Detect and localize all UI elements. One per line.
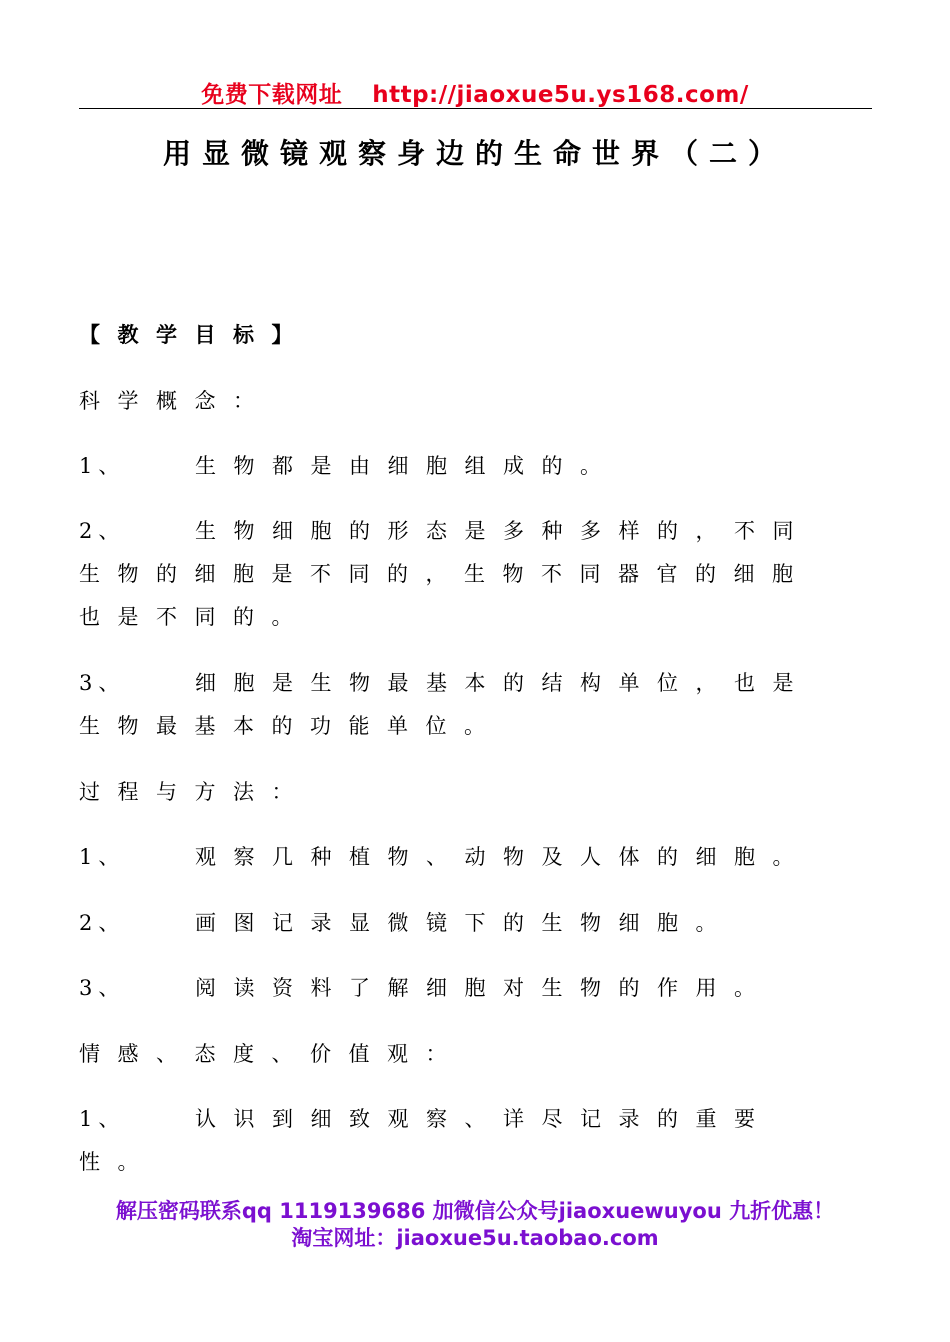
download-label: 免费下载网址 <box>201 82 343 108</box>
concept-number: 3、 <box>79 671 126 695</box>
concept-text: 生物都是由细胞组成的。 <box>195 454 619 478</box>
process-item <box>79 836 839 879</box>
page-title: 用显微镜观察身边的生命世界（二） <box>162 137 787 170</box>
concept-number: 2、 <box>79 519 126 543</box>
concept-item <box>79 510 839 639</box>
footer-shop-line: 淘宝网址：jiaoxue5u.taobao.com <box>291 1226 659 1250</box>
process-text: 画图记录显微镜下的生物细胞。 <box>195 911 734 935</box>
objectives-heading: 【教学目标】 <box>79 323 310 347</box>
attitude-text: 认识到细致观察、详尽记录的重要性。 <box>79 1107 773 1174</box>
process-number: 1、 <box>79 845 126 869</box>
concept-item <box>79 662 839 748</box>
footer-contact-line: 解压密码联系qq 1119139686 加微信公众号jiaoxuewuyou 九折优惠！ <box>115 1199 835 1223</box>
attitude-item <box>79 1098 839 1184</box>
attitude-number: 1、 <box>79 1107 126 1131</box>
concept-text: 生物细胞的形态是多种多样的，不同生物的细胞是不同的，生物不同器官的细胞也是不同的。 <box>79 519 811 629</box>
download-banner <box>0 76 950 109</box>
process-number: 3、 <box>79 976 126 1000</box>
process-item <box>79 967 839 1010</box>
concepts-heading: 科学概念： <box>79 389 272 413</box>
download-url-link[interactable]: http://jiaoxue5u.ys168.com/ <box>372 82 749 108</box>
process-number: 2、 <box>79 911 126 935</box>
header-divider <box>79 108 872 109</box>
process-heading: 过程与方法： <box>79 780 310 804</box>
process-item <box>79 902 839 945</box>
process-text: 观察几种植物、动物及人体的细胞。 <box>195 845 811 869</box>
attitude-heading: 情感、态度、价值观： <box>79 1042 464 1066</box>
process-text: 阅读资料了解细胞对生物的作用。 <box>195 976 773 1000</box>
concept-number: 1、 <box>79 454 126 478</box>
concept-item <box>79 445 839 488</box>
concept-text: 细胞是生物最基本的结构单位，也是生物最基本的功能单位。 <box>79 671 811 738</box>
